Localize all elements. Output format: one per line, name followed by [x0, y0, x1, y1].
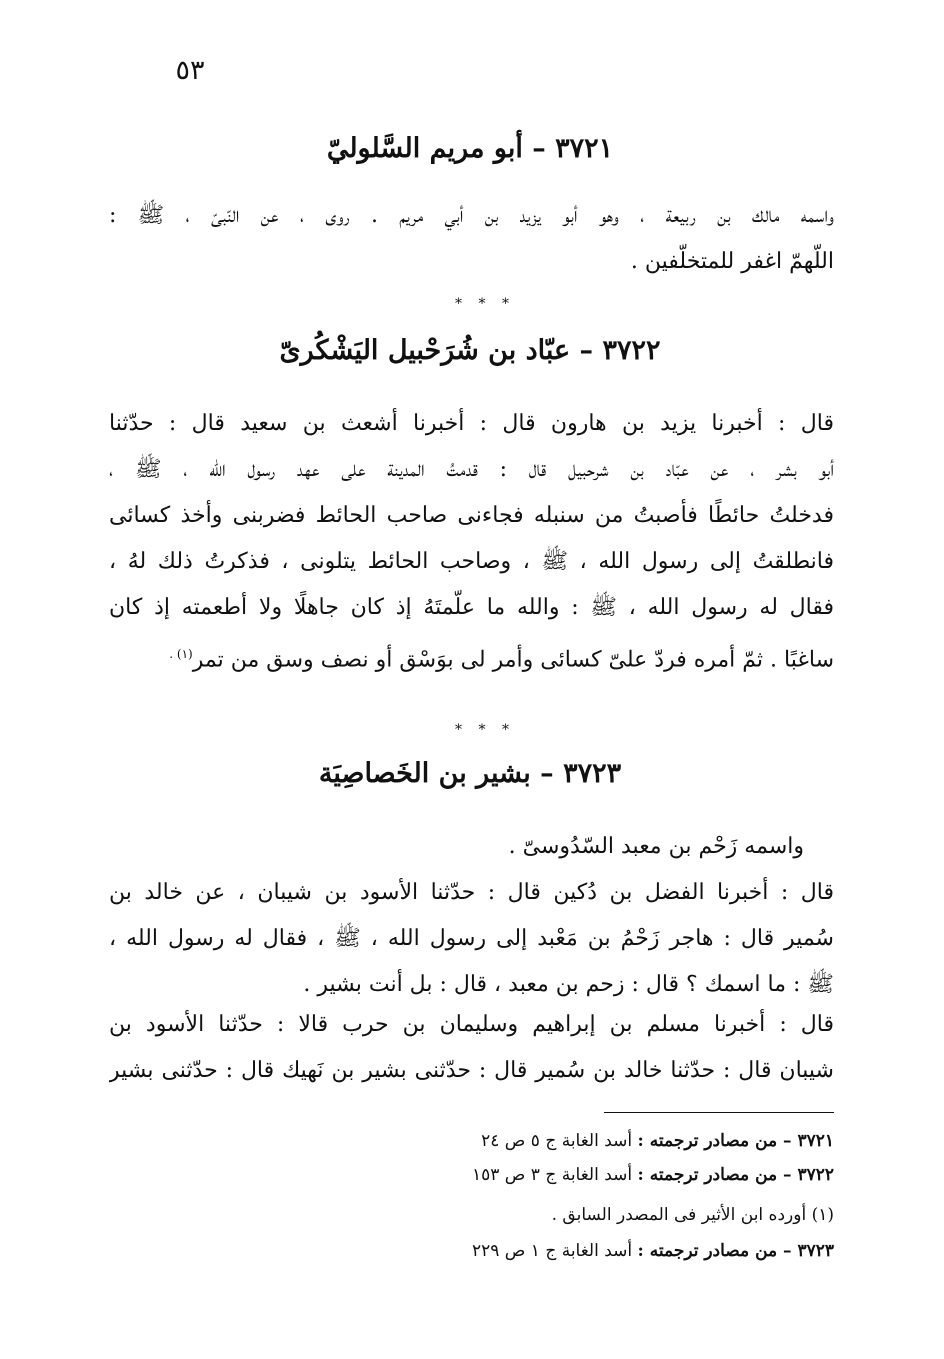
text-line: شيبان قال : حدّثنا خالد بن سُمير قال : حدّثنى بشير بن نَهيك قال : حدّثنى بشير	[109, 1058, 834, 1083]
text-line: فانطلقتُ إلى رسول الله ، ﷺ ، وصاحب الحائط يتلونى ، فذكرتُ ذلك لهُ ،	[109, 549, 834, 574]
footnote-label: ٣٧٢٣ – من مصادر ترجمته :	[637, 1241, 834, 1261]
footnote-rule	[604, 1112, 834, 1113]
footnote-text: (١) أورده ابن الأثير فى المصدر السابق .	[551, 1205, 834, 1225]
page-number: ٥٣	[175, 55, 205, 86]
footnote-text: أسد الغابة ج ١ ص ٢٢٩	[472, 1241, 633, 1261]
text-line: قال : أخبرنا يزيد بن هارون قال : أخبرنا أشعث بن سعيد قال : حدّثنا	[109, 411, 834, 436]
footnote	[234, 1158, 834, 1192]
text-line: قال : أخبرنا الفضل بن دُكين قال : حدّثنا الأسود بن شيبان ، عن خالد بن	[109, 880, 834, 905]
footnote	[234, 1234, 834, 1268]
section-separator: * * *	[455, 296, 515, 312]
entry-title-3722: ٣٧٢٢ – عبّاد بن شُرَحْبيل اليَشْكُرىّ	[279, 335, 661, 366]
footnote	[234, 1124, 834, 1158]
text-line: أبو بشر ، عن عبّاد بن شرحبيل قال : قدمتُ المدينة على عهد رسول الله ، ﷺ ،	[109, 457, 834, 482]
text-line	[109, 631, 834, 677]
entry-title-3723: ٣٧٢٣ – بشير بن الخَصاصِيَة	[318, 758, 622, 789]
footnote-label: ٣٧٢٢ – من مصادر ترجمته :	[637, 1165, 834, 1185]
text-line: سُمير قال : هاجر زَحْمُ بن مَعْبد إلى رسول الله ، ﷺ ، فقال له رسول الله ،	[109, 926, 834, 951]
footnote	[234, 1198, 834, 1232]
footnote-label: ٣٧٢١ – من مصادر ترجمته :	[637, 1131, 834, 1151]
text-line: فدخلتُ حائطًا فأصبتُ من سنبله فجاءنى صاحب الحائط فضربنى وأخذ كسائى	[109, 503, 834, 528]
text-segment: ساغبًا . ثمّ أمره فردّ علىّ كسائى وأمر لى بوَسْق أو نصف وسق من تمر	[192, 647, 834, 673]
section-separator: * * *	[455, 722, 515, 738]
text-line: اللّهمّ اغفر للمتخلّفين .	[630, 249, 834, 274]
footnote-marker: (١) .	[169, 647, 193, 661]
footnote-text: أسد الغابة ج ٣ ص ١٥٣	[472, 1165, 633, 1185]
text-line: ﷺ : ما اسمك ؟ قال : زحم بن معبد ، قال : بل أنت بشير .	[303, 972, 834, 997]
text-line: فقال له رسول الله ، ﷺ : والله ما علّمتَهُ إذ كان جاهلًا ولا أطعمته إذ كان	[109, 595, 834, 620]
footnote-text: أسد الغابة ج ٥ ص ٢٤	[481, 1131, 633, 1151]
entry-title-3721: ٣٧٢١ – أبو مريم السَّلوليّ	[326, 133, 614, 164]
text-line: قال : أخبرنا مسلم بن إبراهيم وسليمان بن حرب قالا : حدّثنا الأسود بن	[109, 1012, 834, 1037]
text-line: واسمه زَحْم بن معبد السّدُوسىّ .	[508, 834, 804, 859]
text-line: واسمه مالك بن ربيعة ، وهو أبو يزيد بن أبي مريم . روى ، عن النّبىّ ، ﷺ :	[109, 203, 834, 228]
